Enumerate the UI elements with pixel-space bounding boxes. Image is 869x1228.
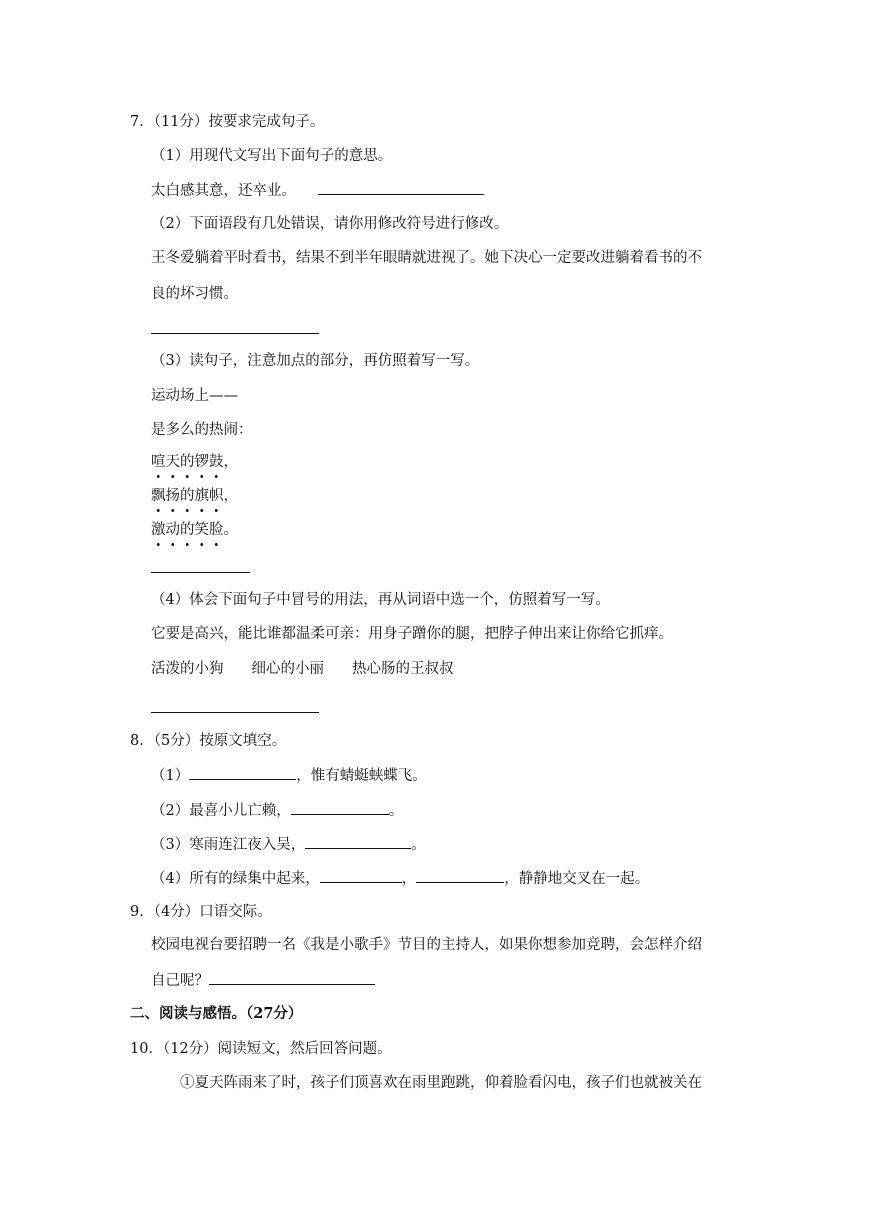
poem-line-5-punct: 。 (223, 522, 238, 538)
q8-line-1-prefix: （1） (151, 768, 190, 784)
question-8-title: 8．（5分）按原文填空。 (130, 733, 287, 749)
poem-line-5-emphasized: 激动的笑脸 (151, 522, 224, 538)
word-option-2: 细心的小丽 (251, 661, 324, 677)
q8-line-1-blank[interactable] (189, 765, 296, 780)
question-7-title: 7．（11分）按要求完成句子。 (130, 114, 325, 130)
q8-line-1-suffix: ，惟有蜻蜓蛱蝶飞。 (296, 768, 427, 784)
q7-part2-label: （2）下面语段有几处错误，请你用修改符号进行修改。 (151, 216, 509, 232)
q7-part4-answer-blank[interactable] (151, 712, 319, 713)
question-10-title: 10．（12分）阅读短文，然后回答问题。 (130, 1041, 392, 1057)
q8-line-4-blank-1[interactable] (320, 868, 402, 883)
q7-part2-answer-blank[interactable] (151, 333, 319, 334)
poem-line-3-emphasized: 喧天的锣鼓 (151, 454, 224, 470)
q8-line-2 (151, 800, 403, 821)
q8-line-2-prefix: （2）最喜小儿亡赖， (151, 803, 291, 819)
poem-line-4-punct: ， (223, 488, 238, 504)
q9-line-1: 校园电视台要招聘一名《我是小歌手》节目的主持人，如果你想参加竞聘，会怎样介绍 (151, 937, 702, 953)
q10-paragraph-1: ①夏天阵雨来了时，孩子们顶喜欢在雨里跑跳，仰着脸看闪电，孩子们也就被关在 (180, 1075, 702, 1091)
poem-line-3-punct: ， (223, 454, 238, 470)
q9-line-2 (151, 970, 375, 991)
poem-line-3 (151, 452, 238, 472)
poem-line-1: 运动场上—— (151, 388, 238, 404)
q7-part4-sentence: 它要是高兴，能比谁都温柔可亲：用身子蹭你的腿，把脖子伸出来让你给它抓痒。 (151, 626, 673, 642)
poem-line-5 (151, 520, 238, 540)
question-9-title: 9．（4分）口语交际。 (130, 904, 272, 920)
q9-answer-blank[interactable] (209, 970, 375, 985)
q7-part1-sentence: 太白感其意，还卒业。 (151, 183, 296, 199)
poem-line-4 (151, 486, 238, 506)
q8-line-1 (151, 765, 427, 786)
q8-line-4-mid: ， (401, 871, 417, 887)
word-option-1: 活泼的小狗 (151, 661, 224, 677)
q7-part4-label: （4）体会下面句子中冒号的用法，再从词语中选一个，仿照着写一写。 (151, 592, 610, 608)
q7-part3-answer-blank[interactable] (151, 572, 250, 573)
word-option-3: 热心肠的王叔叔 (352, 661, 454, 677)
q7-part1-label: （1）用现代文写出下面句子的意思。 (151, 148, 393, 164)
q8-line-3-suffix: 。 (411, 837, 426, 853)
q8-line-4-prefix: （4）所有的绿集中起来， (151, 871, 320, 887)
section-2-heading: 二、阅读与感悟。（27分） (130, 1005, 303, 1022)
q7-part2-text-line1: 王冬爱躺着平时看书，结果不到半年眼睛就进视了。她下决心一定要改进躺着看书的不 (151, 250, 702, 266)
q7-part4-word-options (151, 659, 454, 679)
q8-line-3 (151, 834, 426, 855)
q7-part3-label: （3）读句子，注意加点的部分，再仿照着写一写。 (151, 353, 480, 369)
q8-line-4-suffix: ，静静地交叉在一起。 (504, 871, 650, 887)
q7-part2-text-line2: 良的坏习惯。 (151, 286, 238, 302)
poem-line-4-emphasized: 飘扬的旗帜 (151, 488, 224, 504)
q8-line-2-suffix: 。 (388, 803, 404, 819)
q8-line-3-blank[interactable] (305, 834, 411, 849)
q9-line-2-text: 自己呢？ (151, 973, 209, 989)
q7-part1-answer-blank[interactable] (318, 180, 484, 195)
q8-line-3-prefix: （3）寒雨连江夜入吴， (151, 837, 306, 853)
q8-line-2-blank[interactable] (291, 800, 389, 815)
q8-line-4-blank-2[interactable] (416, 868, 504, 883)
q8-line-4 (151, 868, 649, 889)
q7-part1-sentence-line (151, 180, 484, 201)
poem-line-2: 是多么的热闹： (151, 422, 253, 438)
